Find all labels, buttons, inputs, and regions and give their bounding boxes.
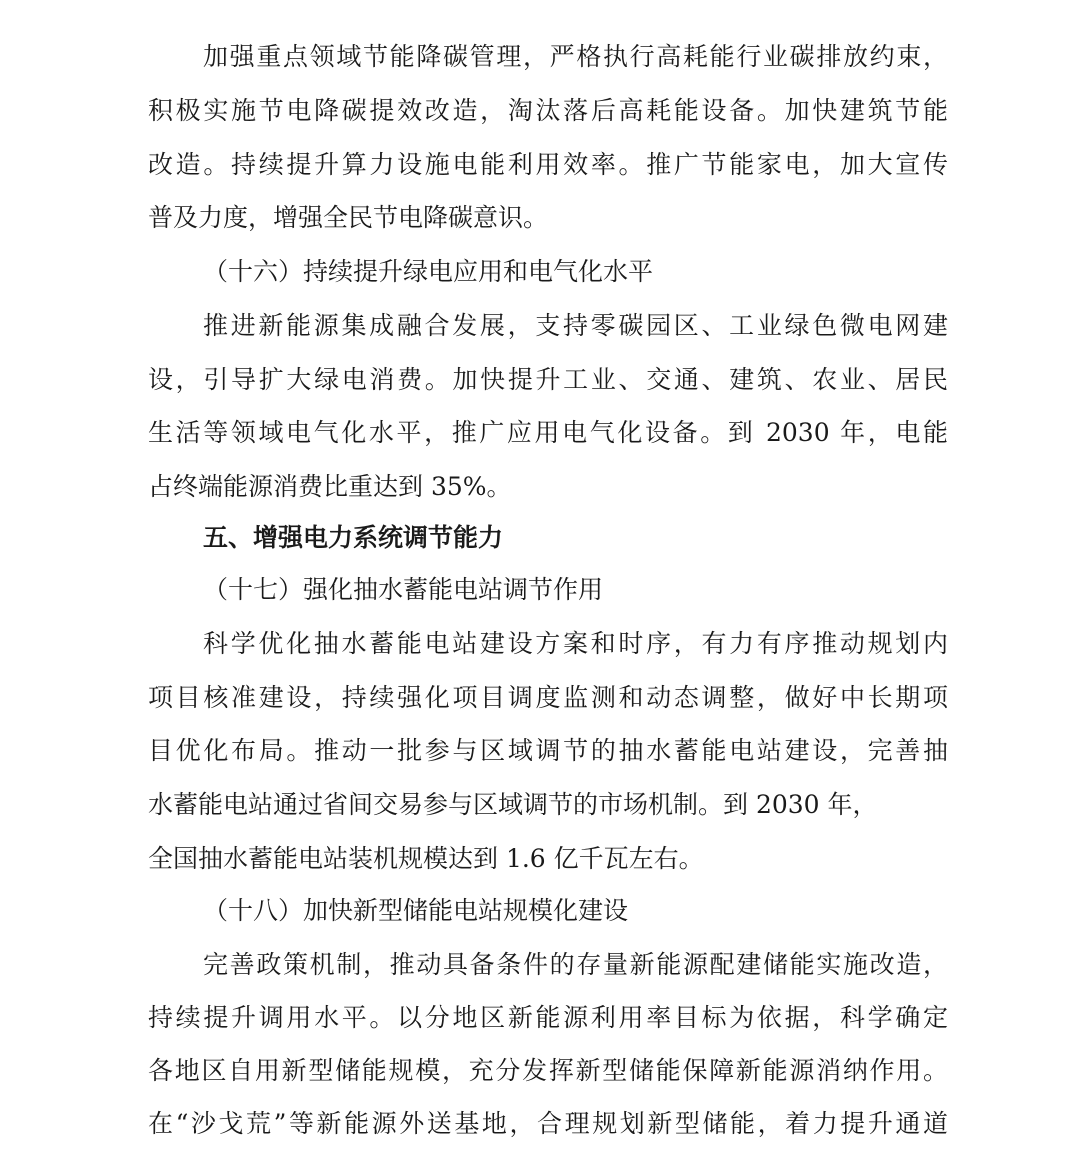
paragraph-line: 改造。持续提升算力设施电能利用效率。推广节能家电，加大宣传: [148, 150, 948, 179]
paragraph-line: 在“沙戈荒”等新能源外送基地，合理规划新型储能，着力提升通道: [148, 1109, 948, 1138]
paragraph-line: 设，引导扩大绿电消费。加快提升工业、交通、建筑、农业、居民: [148, 365, 948, 394]
section-subheading: （十六）持续提升绿电应用和电气化水平: [203, 257, 654, 286]
paragraph-line: 水蓄能电站通过省间交易参与区域调节的市场机制。到 2030 年，: [148, 790, 878, 819]
paragraph-line: 占终端能源消费比重达到 35%。: [148, 472, 512, 501]
paragraph-line: 推进新能源集成融合发展，支持零碳园区、工业绿色微电网建: [203, 311, 948, 340]
paragraph-line: 全国抽水蓄能电站装机规模达到 1.6 亿千瓦左右。: [148, 844, 704, 873]
paragraph-line: 各地区自用新型储能规模，充分发挥新型储能保障新能源消纳作用。: [148, 1056, 948, 1085]
paragraph-line: 科学优化抽水蓄能电站建设方案和时序，有力有序推动规划内: [203, 629, 948, 658]
paragraph-line: 积极实施节电降碳提效改造，淘汰落后高耗能设备。加快建筑节能: [148, 96, 948, 125]
paragraph-line: 普及力度，增强全民节电降碳意识。: [148, 203, 549, 232]
section-heading: 五、增强电力系统调节能力: [203, 523, 504, 552]
section-subheading: （十八）加快新型储能电站规模化建设: [203, 896, 629, 925]
paragraph-line: 项目核准建设，持续强化项目调度监测和动态调整，做好中长期项: [148, 683, 948, 712]
paragraph-line: 目优化布局。推动一批参与区域调节的抽水蓄能电站建设，完善抽: [148, 736, 948, 765]
paragraph-line: 完善政策机制，推动具备条件的存量新能源配建储能实施改造，: [203, 950, 948, 979]
section-subheading: （十七）强化抽水蓄能电站调节作用: [203, 575, 604, 604]
paragraph-line: 加强重点领域节能降碳管理，严格执行高耗能行业碳排放约束，: [203, 42, 948, 71]
paragraph-line: 生活等领域电气化水平，推广应用电气化设备。到 2030 年，电能: [148, 418, 948, 447]
paragraph-line: 持续提升调用水平。以分地区新能源利用率目标为依据，科学确定: [148, 1003, 948, 1032]
